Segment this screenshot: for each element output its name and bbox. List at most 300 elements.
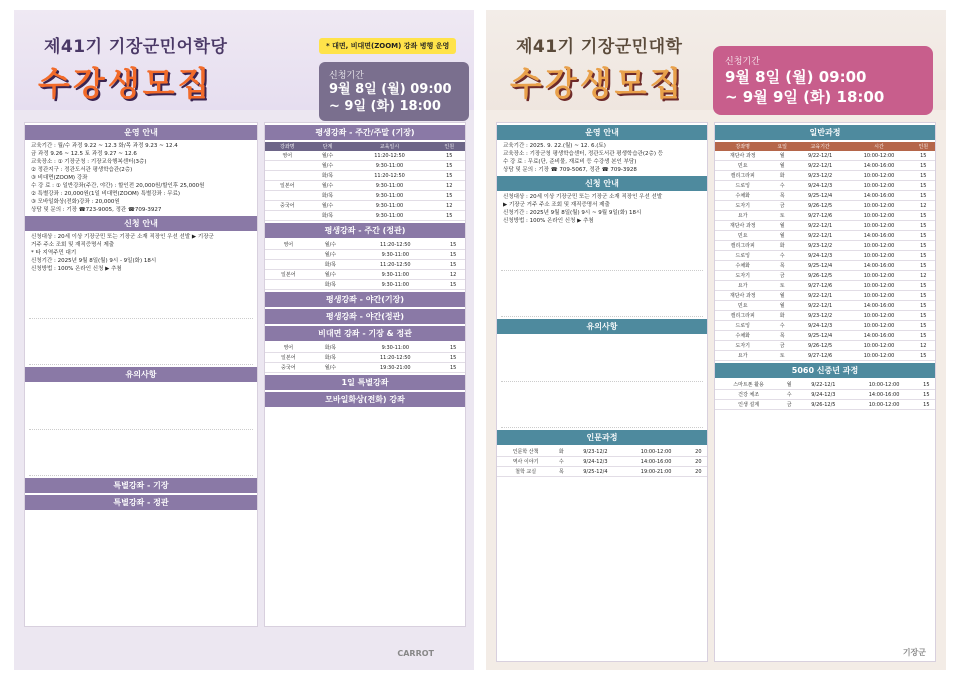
table-cell: 중국어 [265,363,312,373]
table-cell: 9/22-12/1 [794,161,847,171]
table-cell: 10:00-12:00 [846,211,911,221]
left-rec-start: 9월 8일 (월) 09:00 [329,82,452,97]
table-cell: 9/27-12/6 [794,281,847,291]
left-weekday-jk-table [265,240,465,290]
table-cell: 9/22-12/1 [796,380,850,390]
left-course-panel [264,122,466,627]
left-info-panel [24,122,258,627]
table-cell: 민요 [715,301,771,311]
table-row [497,467,707,477]
table-cell: 금 [771,271,794,281]
table-cell: 일본어 [265,181,310,191]
table-cell: 14:00-16:00 [846,261,911,271]
table-cell: 14:00-16:00 [846,301,911,311]
table-cell: 9/22-12/1 [794,221,847,231]
table-cell: 10:00-12:00 [846,311,911,321]
table-cell: 영어 [265,151,310,161]
table-cell: 9:30-11:00 [346,181,434,191]
table-cell: 9:30-11:00 [349,343,441,353]
table-cell: 15 [912,311,935,321]
table-cell: 인문학 산책 [497,447,554,457]
table-cell: 11:20-12:50 [346,151,434,161]
table-cell: 10:00-12:00 [846,151,911,161]
table-cell: 화/목 [312,353,350,363]
right-apply-steps [501,225,703,271]
table-cell: 월/수 [310,151,346,161]
table-row [265,260,465,270]
table-row [497,457,707,467]
table-cell: 9:30-11:00 [349,280,441,290]
table-row [715,390,935,400]
table-header: 강좌명 [265,142,310,151]
table-row [265,363,465,373]
table-cell: 요가 [715,211,771,221]
left-weekday-table [265,142,465,221]
table-cell: 수채화 [715,191,771,201]
right-sec-notice: 유의사항 [497,319,707,334]
table-cell: 15 [434,191,466,201]
table-cell: 수 [782,390,796,400]
table-cell: 도자기 [715,341,771,351]
table-row [265,191,465,201]
table-cell: 12 [434,201,466,211]
table-row [715,291,935,301]
table-row [715,191,935,201]
table-cell: 15 [912,241,935,251]
right-sec-overview: 운영 안내 [497,125,707,140]
table-cell: 15 [441,353,465,363]
table-cell: 화/목 [312,343,350,353]
table-cell: 월 [771,231,794,241]
table-cell: 10:00-12:00 [846,341,911,351]
table-row [715,221,935,231]
table-cell: 12 [912,201,935,211]
right-sec-humanities: 인문과정 [497,430,707,445]
table-cell: 화 [554,447,568,457]
left-overview-line: 수 강 료 : ① 일반강좌(주간, 야간) : 할인전 20,000원/할인후 25,000원 [31,183,205,189]
table-cell: 9/24-12/3 [796,390,850,400]
table-cell: 15 [912,151,935,161]
table-row [715,321,935,331]
table-cell: 9/26-12/5 [796,400,850,410]
table-cell: 10:00-12:00 [846,291,911,301]
table-cell: 20 [690,457,707,467]
table-cell: 9:30-11:00 [349,270,441,280]
table-cell: 15 [912,321,935,331]
table-cell: 12 [441,270,465,280]
right-overview-line: 상담 및 문의 : 기장 ☎ 709-5067, 정관 ☎ 709-3928 [503,167,637,173]
table-cell: 14:00-16:00 [846,231,911,241]
left-sec-special-gj: 특별강좌 - 기장 [25,478,257,493]
table-cell: 12 [912,271,935,281]
table-cell: 일본어 [265,270,312,280]
left-notice-1 [29,384,253,430]
table-cell: 수 [771,321,794,331]
table-cell: 10:00-12:00 [846,271,911,281]
table-cell: 캘리그라피 [715,171,771,181]
right-overview-line: 교육기간 : 2025. 9. 22.(월) ~ 12. 6.(토) [503,143,606,149]
table-cell: 화/목 [312,280,350,290]
table-cell: 월 [782,380,796,390]
table-cell: 11:20-12:50 [349,240,441,250]
table-cell: 9/26-12/5 [794,341,847,351]
table-row [265,250,465,260]
left-sec-special-jk: 특별강좌 - 정관 [25,495,257,510]
table-row [715,311,935,321]
table-cell: 9/23-12/2 [794,171,847,181]
table-row [715,331,935,341]
table-cell: 15 [918,400,935,410]
right-overview-line: 교육장소 : 기장군청 평생학습센터, 정관도서관 평생학습관(2층) 등 [503,151,664,157]
table-cell: 15 [441,250,465,260]
table-cell: 월/수 [312,270,350,280]
table-row [715,281,935,291]
table-cell: 14:00-16:00 [846,331,911,341]
table-cell: 15 [912,351,935,361]
table-cell: 15 [441,343,465,353]
table-row [715,351,935,361]
left-sec-weekday: 평생강좌 - 주간/주말 (기장) [265,125,465,140]
table-cell: 재단사 과정 [715,221,771,231]
table-header: 인원 [434,142,466,151]
table-cell: 10:00-12:00 [622,447,689,457]
left-overview-line: ② 특별강좌 : 20,000원(1일 비대면(ZOOM) 특별강좌 : 무료) [31,191,181,197]
table-row [265,151,465,161]
table-cell: 화 [771,241,794,251]
table-cell: 재단사 과정 [715,151,771,161]
table-cell: 월/수 [310,161,346,171]
table-row [265,181,465,191]
table-cell: 10:00-12:00 [850,400,917,410]
table-cell: 9/25-12/4 [568,467,622,477]
right-header [486,10,946,110]
table-cell: 목 [554,467,568,477]
left-footer-logo: CARROT [397,649,434,658]
left-overview-line: 교육기간 : 월/수 과정 9.22 ~ 12.3 화/목 과정 9.23 ~ 12.4 [31,143,178,149]
table-row [715,231,935,241]
left-edition: 제41기 기장군민어학당 [44,37,228,57]
left-sec-night2: 평생강좌 - 야간(정관) [265,309,465,324]
table-cell: 9/27-12/6 [794,211,847,221]
table-cell: 20 [690,447,707,457]
table-cell: 15 [912,191,935,201]
table-row [715,341,935,351]
table-cell: 15 [434,171,466,181]
table-cell: 수채화 [715,261,771,271]
table-cell: 9/26-12/5 [794,201,847,211]
table-cell: 10:00-12:00 [846,281,911,291]
table-row [715,181,935,191]
table-cell: 9:30-11:00 [346,161,434,171]
table-cell: 9/25-12/4 [794,331,847,341]
table-cell: 15 [441,280,465,290]
table-cell: 15 [912,211,935,221]
table-cell: 15 [441,260,465,270]
left-overview-line: ③ 모바일화상(전화)강좌 : 20,000원 [31,199,120,205]
table-cell: 14:00-16:00 [850,390,917,400]
table-header: 시간 [846,142,911,151]
table-cell: 월 [771,151,794,161]
table-cell: 화/목 [312,260,350,270]
table-cell: 15 [434,151,466,161]
table-cell: 목 [771,261,794,271]
left-sec-overview: 운영 안내 [25,125,257,140]
table-row [265,161,465,171]
table-cell: 9:30-11:00 [349,250,441,260]
table-header: 강좌명 [715,142,771,151]
table-row [715,201,935,211]
table-cell: 월/수 [312,240,350,250]
left-overview-line: 교육장소 : ① 기장군청 : 기장교육행복센터(3층) [31,159,147,165]
table-cell: 금 [771,201,794,211]
right-recruit-box [713,46,933,115]
table-cell: 월 [771,301,794,311]
table-cell: 도자기 [715,271,771,281]
right-apply-line: ▶ 기장군 거주 주소 조회 및 재직증명서 제출 [503,202,610,208]
right-edition: 제41기 기장군민대학 [516,37,683,57]
table-cell: 9/22-12/1 [794,291,847,301]
table-cell: 월/수 [312,363,350,373]
table-cell: 도자기 [715,201,771,211]
left-zoom-table [265,343,465,373]
table-cell: 건강 체조 [715,390,782,400]
table-cell: 9/25-12/4 [794,191,847,201]
left-header [14,10,474,114]
left-overview-line: 금 과정 9.26 ~ 12.5 토 과정 9.27 ~ 12.6 [31,151,137,157]
table-cell: 토 [771,211,794,221]
table-cell: 10:00-12:00 [846,251,911,261]
table-cell: 10:00-12:00 [846,221,911,231]
left-apply-line: 신청방법 : 100% 온라인 신청 ▶ 추첨 [31,266,122,272]
table-row [715,251,935,261]
table-cell: 15 [912,171,935,181]
left-sec-mobile: 모바일화상(전화) 강좌 [265,392,465,407]
table-cell: 10:00-12:00 [846,171,911,181]
table-cell: 11:20-12:50 [349,353,441,363]
right-rec-start: 9월 8일 (월) 09:00 [725,68,867,86]
table-cell: 수채화 [715,331,771,341]
right-general-table [715,142,935,361]
table-cell: 15 [912,181,935,191]
right-notice-1 [501,336,703,382]
table-cell: 수 [771,251,794,261]
table-cell: 수 [554,457,568,467]
table-cell: 철학 교실 [497,467,554,477]
left-poster [14,10,474,670]
left-notice-2 [29,430,253,476]
left-apply-line: 신청기간 : 2025년 9월 8일(월) 9시 - 9일(화) 18시 [31,258,157,264]
table-row [715,151,935,161]
table-cell: 19:00-21:00 [622,467,689,477]
table-cell: 9/23-12/2 [794,241,847,251]
table-cell: 화 [771,171,794,181]
left-sec-zoom: 비대면 강좌 - 기장 & 정관 [265,326,465,341]
table-cell: 인생 설계 [715,400,782,410]
table-cell: 14:00-16:00 [622,457,689,467]
table-row [715,400,935,410]
left-apply-line: 거주 주소 조회 및 재직증명서 제출 [31,242,115,248]
table-cell: 9/23-12/2 [568,447,622,457]
table-cell: 10:00-12:00 [846,241,911,251]
left-apply-line: 신청대상 : 20세 이상 기장군민 또는 기장군 소재 직장인 우선 선발 ▶ 기장군 [31,234,214,240]
table-row [715,261,935,271]
table-cell: 월/수 [310,181,346,191]
table-row [265,270,465,280]
table-cell: 민요 [715,161,771,171]
table-cell: 토 [771,351,794,361]
table-cell: 목 [771,191,794,201]
table-cell: 20 [690,467,707,477]
table-cell: 9/24-12/3 [794,251,847,261]
table-cell: 월 [771,221,794,231]
right-sec-general: 일반과정 [715,125,935,140]
table-cell: 요가 [715,281,771,291]
table-cell [265,211,310,221]
table-cell: 15 [441,363,465,373]
left-sec-night: 평생강좌 - 야간(기장) [265,292,465,307]
right-rec-end: ~ 9월 9일 (화) 18:00 [725,88,885,106]
table-cell: 9/22-12/1 [794,151,847,161]
table-row [497,447,707,457]
table-cell: 10:00-12:00 [846,181,911,191]
table-cell: 캘리그라피 [715,241,771,251]
left-overview-line: ③ 비대면(ZOOM) 강좌 [31,175,88,181]
table-row [265,343,465,353]
table-cell: 11:20-12:50 [349,260,441,270]
table-cell: 화/목 [310,211,346,221]
table-cell: 목 [771,331,794,341]
table-cell: 9/24-12/3 [794,181,847,191]
table-cell: 12 [912,341,935,351]
table-header: 교육일시 [346,142,434,151]
table-row [265,240,465,250]
table-row [715,161,935,171]
right-sec-apply: 신청 안내 [497,176,707,191]
table-cell: 9/25-12/4 [794,261,847,271]
table-cell: 10:00-12:00 [846,201,911,211]
table-header: 요일 [771,142,794,151]
table-cell: 재단사 과정 [715,291,771,301]
left-overview-line: ② 정관지구 : 정관도서관 평생학습관(2층) [31,167,133,173]
right-sec-5060: 5060 신중년 과정 [715,363,935,378]
table-cell: 수 [771,181,794,191]
left-apply-steps-2 [29,319,253,365]
table-cell [265,250,312,260]
table-cell: 15 [912,281,935,291]
table-cell [265,171,310,181]
table-cell [265,280,312,290]
table-cell: 15 [912,261,935,271]
table-row [265,171,465,181]
right-poster [486,10,946,670]
table-cell: 9:30-11:00 [346,211,434,221]
table-cell: 9/27-12/6 [794,351,847,361]
table-cell: 15 [434,161,466,171]
table-header: 인원 [912,142,935,151]
table-row [715,271,935,281]
table-cell: 화 [771,311,794,321]
table-header: 단계 [310,142,346,151]
table-cell: 15 [912,221,935,231]
table-cell: 9/24-12/3 [568,457,622,467]
left-title: 수강생모집 [38,64,213,103]
right-overview-line: 수 강 료 : 무료(단, 준비물, 재료비 등 수강생 본인 부담) [503,159,637,165]
table-row [715,380,935,390]
table-cell: 민요 [715,231,771,241]
table-cell: 드로잉 [715,181,771,191]
left-rec-label: 신청기간 [329,71,364,81]
table-cell: 일본어 [265,353,312,363]
table-row [715,241,935,251]
table-cell: 15 [912,161,935,171]
table-cell: 14:00-16:00 [846,161,911,171]
table-cell [265,161,310,171]
table-cell: 중국어 [265,201,310,211]
table-cell: 15 [441,240,465,250]
table-cell: 10:00-12:00 [850,380,917,390]
table-cell: 15 [912,291,935,301]
left-apply-steps [29,273,253,319]
right-apply-steps-2 [501,271,703,317]
table-cell: 15 [912,231,935,241]
table-cell: 15 [912,251,935,261]
table-cell [265,191,310,201]
left-sec-weekday-jk: 평생강좌 - 주간 (정관) [265,223,465,238]
left-rec-end: ~ 9일 (화) 18:00 [329,99,441,114]
table-cell: 월 [771,291,794,301]
table-cell: 스마트폰 활용 [715,380,782,390]
table-cell: 9/22-12/1 [794,301,847,311]
table-row [265,201,465,211]
table-cell: 드로잉 [715,321,771,331]
table-cell: 9/26-12/5 [794,271,847,281]
table-cell: 캘리그라피 [715,311,771,321]
table-cell: 9/24-12/3 [794,321,847,331]
table-cell: 15 [912,331,935,341]
table-row [265,211,465,221]
right-5060-table [715,380,935,410]
right-apply-line: 신청대상 : 20세 이상 기장군민 또는 기장군 소재 직장인 우선 선발 [503,194,663,200]
right-notice-2 [501,382,703,428]
table-cell: 요가 [715,351,771,361]
table-cell: 화/목 [310,191,346,201]
table-cell: 월/수 [312,250,350,260]
left-sec-special1: 1일 특별강좌 [265,375,465,390]
table-row [715,171,935,181]
table-row [715,301,935,311]
table-cell [265,260,312,270]
table-cell: 15 [434,211,466,221]
table-cell: 역사 이야기 [497,457,554,467]
table-cell: 월/수 [310,201,346,211]
table-cell: 월 [771,161,794,171]
table-row [715,211,935,221]
left-sec-notice: 유의사항 [25,367,257,382]
table-cell: 금 [771,341,794,351]
right-apply-line: 신청방법 : 100% 온라인 신청 ▶ 추첨 [503,218,594,224]
table-cell: 12 [434,181,466,191]
right-apply-line: 신청기간 : 2025년 9월 8일(월) 9시 ~ 9월 9일(화) 18시 [503,210,642,216]
table-cell: 금 [782,400,796,410]
table-cell: 9/22-12/1 [794,231,847,241]
table-cell: 19:30-21:00 [349,363,441,373]
left-apply-line: * 타 지역주민 대기 [31,250,77,256]
table-cell: 10:00-12:00 [846,321,911,331]
table-cell: 15 [912,301,935,311]
table-cell: 화/목 [310,171,346,181]
table-cell: 토 [771,281,794,291]
table-cell: 9:30-11:00 [346,201,434,211]
